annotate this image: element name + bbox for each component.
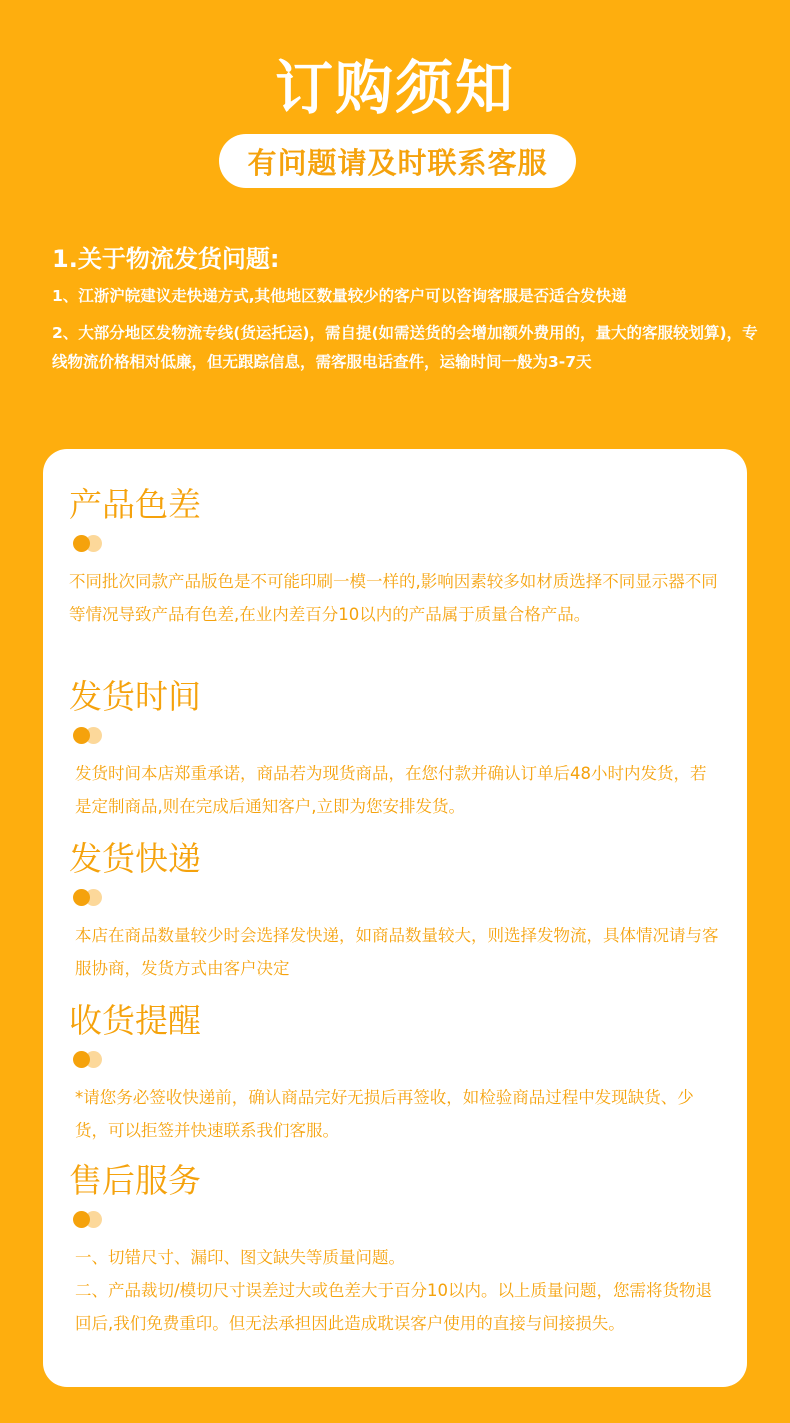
- section-body: 发货时间本店郑重承诺，商品若为现货商品，在您付款并确认订单后48小时内发货，若是定制商品,则在完成后通知客户,立即为您安排发货。: [75, 764, 707, 816]
- section-body: 本店在商品数量较少时会选择发快递，如商品数量较大，则选择发物流，具体情况请与客服协商，发货方式由客户决定: [75, 926, 719, 978]
- section-title: 发货时间: [69, 677, 201, 716]
- notice-card: [43, 449, 747, 1387]
- logistics-heading: 1.关于物流发货问题:: [52, 245, 280, 273]
- dots-icon: [73, 889, 719, 909]
- section-receipt-reminder: [69, 1001, 719, 1147]
- section-body-line: 一、切错尺寸、漏印、图文缺失等质量问题。: [75, 1248, 405, 1267]
- section-body: *请您务必签收快递前，确认商品完好无损后再签收，如检验商品过程中发现缺货、少货，可以拒签并快速联系我们客服。: [75, 1088, 694, 1140]
- contact-service-banner: [219, 134, 576, 188]
- logistics-item: 2、大部分地区发物流专线(货运托运)，需自提(如需送货的会增加额外费用的，量大的客服较划算)，专线物流价格相对低廉，但无跟踪信息，需客服电话查件，运输时间一般为3-7天: [52, 324, 758, 371]
- dots-icon: [73, 727, 719, 747]
- dots-icon: [73, 535, 719, 555]
- dots-icon: [73, 1211, 719, 1231]
- section-courier: [69, 839, 719, 985]
- section-after-sales: [69, 1161, 719, 1340]
- section-title: 售后服务: [69, 1161, 201, 1200]
- section-title: 产品色差: [69, 485, 201, 524]
- logistics-item: 1、江浙沪皖建议走快递方式,其他地区数量较少的客户可以咨询客服是否适合发快递: [52, 287, 627, 305]
- section-title: 发货快递: [69, 839, 201, 878]
- logistics-notice: [52, 240, 764, 385]
- section-body-line: 二、产品裁切/模切尺寸误差过大或色差大于百分10以内。以上质量问题，您需将货物退回后,我们免费重印。但无法承担因此造成耽误客户使用的直接与间接损失。: [75, 1281, 713, 1333]
- dots-icon: [73, 1051, 719, 1071]
- section-title: 收货提醒: [69, 1001, 201, 1040]
- section-color-difference: [69, 485, 719, 631]
- contact-service-text: 有问题请及时联系客服: [247, 145, 548, 180]
- section-shipping-time: [69, 677, 719, 823]
- section-body: 不同批次同款产品版色是不可能印刷一模一样的,影响因素较多如材质选择不同显示器不同等情况导致产品有色差,在业内差百分10以内的产品属于质量合格产品。: [69, 572, 718, 624]
- page-title: 订购须知: [274, 54, 515, 122]
